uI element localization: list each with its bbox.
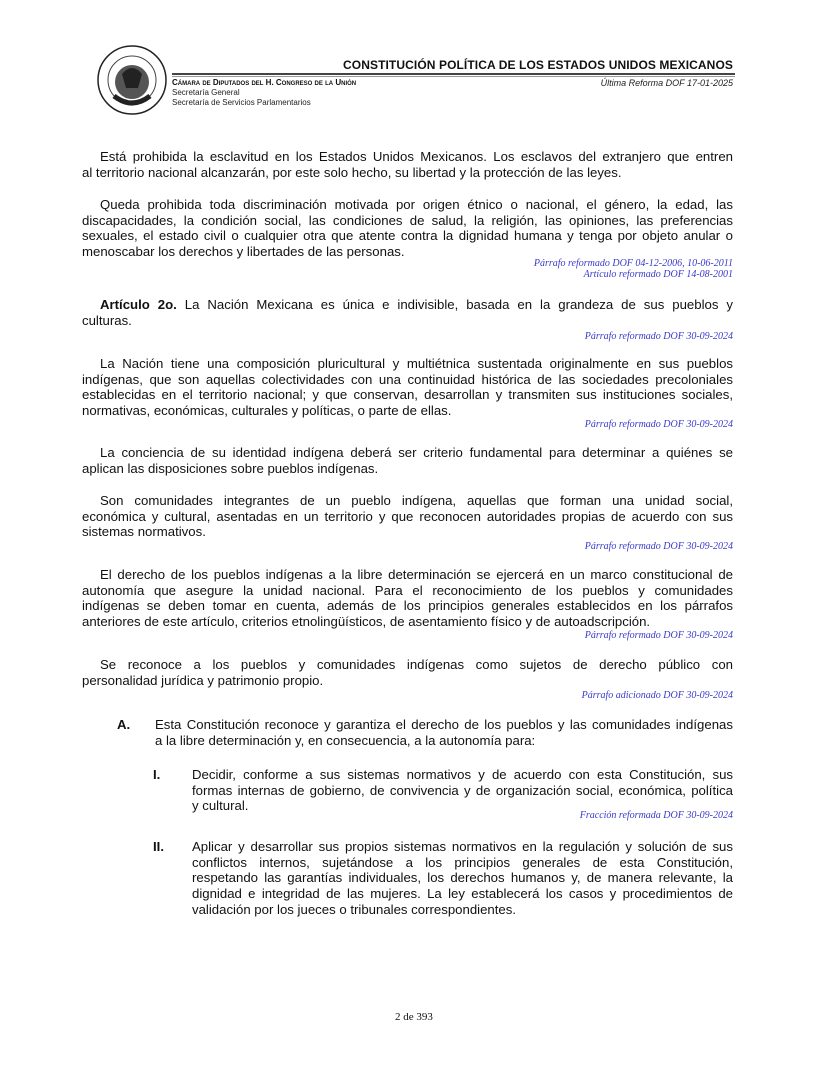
text-line: normativas, económicas, culturales y políticas, o parte de ellas. xyxy=(82,403,452,419)
text-line: económica y cultural, asentadas en un territorio y que reconocen autoridades propias de acuerdo con sus xyxy=(82,508,733,524)
document-title: CONSTITUCIÓN POLÍTICA DE LOS ESTADOS UNIDOS MEXICANOS xyxy=(343,58,733,72)
reform-note: Artículo reformado DOF 14-08-2001 xyxy=(583,269,733,280)
paragraph xyxy=(82,197,733,260)
text-line: indígenas, que son aquellas colectividades con una continuidad histórica de las sociedades precoloniales xyxy=(82,371,733,387)
text-line: Aplicar y desarrollar sus propios sistemas normativos en la regulación y solución de sus xyxy=(192,839,733,854)
header-subtitle-2: Secretaría de Servicios Parlamentarios xyxy=(172,98,311,107)
text-line: respetando las garantías individuales, los derechos humanos y, de manera relevante, la xyxy=(192,870,733,886)
text-line: culturas. xyxy=(82,312,132,328)
paragraph xyxy=(82,493,733,540)
text-line: validación por los jueces o tribunales correspondientes. xyxy=(192,901,517,917)
text-line: establecidas en el territorio nacional; y que conservan, desarrollan y transmiten sus instituciones sociales, xyxy=(82,387,733,403)
text-line: La Nación tiene una composición pluricultural y multiétnica sustentada originalmente en sus pueblos xyxy=(100,356,733,371)
paragraph xyxy=(82,657,733,688)
text-line: Se reconoce a los pueblos y comunidades indígenas como sujetos de derecho público con xyxy=(100,657,733,672)
text-line: sistemas normativos. xyxy=(82,524,206,540)
text-line: menoscabar los derechos y libertades de las personas. xyxy=(82,244,405,260)
list-item xyxy=(155,717,733,748)
list-label: A. xyxy=(117,717,131,732)
text-line: Queda prohibida toda discriminación motivada por origen étnico o nacional, el género, la edad, las xyxy=(100,197,733,212)
header-rule-thin xyxy=(172,76,735,77)
text-line: Son comunidades integrantes de un pueblo indígena, aquellas que forman una unidad social, xyxy=(100,493,733,508)
text-line: El derecho de los pueblos indígenas a la libre determinación se ejercerá en un marco constitucional de xyxy=(100,567,733,582)
paragraph xyxy=(82,356,733,419)
paragraph xyxy=(82,149,733,180)
list-item xyxy=(192,839,733,918)
reform-note: Fracción reformada DOF 30-09-2024 xyxy=(579,810,733,821)
paragraph xyxy=(82,567,733,630)
text-line: autonomía que asegure la unidad nacional. Para el reconocimiento de los pueblos y comunidades xyxy=(82,582,733,598)
reform-note: Párrafo reformado DOF 30-09-2024 xyxy=(584,419,733,430)
page-number: 2 de 393 xyxy=(395,1011,433,1023)
text-line: Decidir, conforme a sus sistemas normativos y de acuerdo con esta Constitución, sus xyxy=(192,767,733,782)
header-rule xyxy=(172,73,735,75)
text-line: Artículo 2o. La Nación Mexicana es única e indivisible, basada en la grandeza de sus pueblos y xyxy=(100,297,733,312)
text-line: al territorio nacional alcanzarán, por este solo hecho, su libertad y la protección de las leyes. xyxy=(82,164,622,180)
text-line: y cultural. xyxy=(192,798,249,814)
text-line: formas internas de gobierno, de convivencia y de organización social, económica, política xyxy=(192,782,733,798)
text-line: Está prohibida la esclavitud en los Estados Unidos Mexicanos. Los esclavos del extranjero que entren xyxy=(100,149,733,164)
text-line: sexuales, el estado civil o cualquier otra que atente contra la dignidad humana y tenga por objeto anular o xyxy=(82,228,733,244)
list-label: I. xyxy=(153,767,161,782)
reform-note: Párrafo reformado DOF 30-09-2024 xyxy=(584,630,733,641)
reform-note: Párrafo reformado DOF 04-12-2006, 10-06-2011 xyxy=(533,258,733,269)
text-line: Esta Constitución reconoce y garantiza el derecho de los pueblos y las comunidades indígenas xyxy=(155,717,733,732)
text-line: a la libre determinación y, en consecuencia, a la autonomía para: xyxy=(155,732,536,748)
text-line: anteriores de este artículo, criterios etnolingüísticos, de asentamiento físico y de autoadscripción. xyxy=(82,614,651,630)
text-line: personalidad jurídica y patrimonio propio. xyxy=(82,672,324,688)
header-subtitle-1: Secretaría General xyxy=(172,88,240,97)
text-line: discapacidades, la condición social, las condiciones de salud, la religión, las opiniones, las preferencias xyxy=(82,212,733,228)
reform-note: Párrafo reformado DOF 30-09-2024 xyxy=(584,541,733,552)
header-organization: Cámara de Diputados del H. Congreso de la Unión xyxy=(172,78,357,87)
paragraph xyxy=(82,297,733,328)
reform-note: Párrafo adicionado DOF 30-09-2024 xyxy=(581,690,733,701)
last-reform-date: Última Reforma DOF 17-01-2025 xyxy=(600,78,733,88)
paragraph xyxy=(82,445,733,476)
text-line: dignidad e integridad de las mujeres. La ley establecerá los casos y procedimientos de xyxy=(192,886,733,902)
text-line: conflictos internos, sujetándose a los principios generales de esta Constitución, xyxy=(192,854,733,870)
list-label: II. xyxy=(153,839,164,854)
text-line: indígenas se deben tomar en cuenta, además de los principios generales establecidos en los párrafos xyxy=(82,598,733,614)
text-line: La conciencia de su identidad indígena deberá ser criterio fundamental para determinar a quiénes se xyxy=(100,445,733,460)
list-item xyxy=(192,767,733,814)
article-heading: Artículo 2o. xyxy=(100,297,177,312)
reform-note: Párrafo reformado DOF 30-09-2024 xyxy=(584,331,733,342)
text-line: aplican las disposiciones sobre pueblos indígenas. xyxy=(82,460,379,476)
coat-of-arms-seal xyxy=(96,44,168,116)
